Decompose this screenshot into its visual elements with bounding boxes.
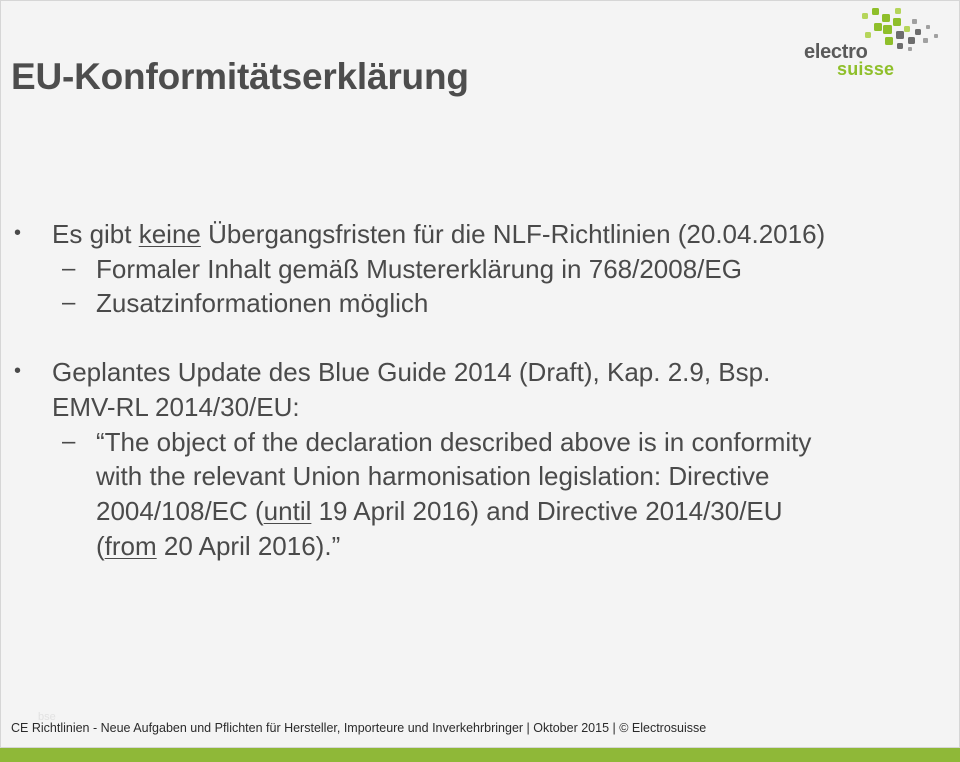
bullet-1-pre: Es gibt bbox=[52, 219, 139, 249]
slide-title: EU-Konformitätserklärung bbox=[11, 56, 469, 97]
watermark: bse bbox=[38, 711, 56, 723]
bullet-dot-icon: • bbox=[14, 360, 22, 382]
electrosuisse-logo bbox=[800, 4, 950, 78]
logo-suisse-text: suisse bbox=[837, 59, 895, 79]
quote-line-4-post: 20 April 2016).” bbox=[156, 531, 341, 561]
bullet-1-sub-1: Formaler Inhalt gemäß Mustererklärung in 768/2008/EG bbox=[96, 254, 742, 284]
logo-electro-text: electro bbox=[804, 41, 868, 63]
bottom-accent-bar bbox=[0, 748, 960, 762]
quote-line-3-underlined: until bbox=[263, 496, 312, 526]
quote-line-3-pre: 2004/108/EC ( bbox=[96, 496, 264, 526]
dash-icon: – bbox=[62, 289, 76, 316]
quote-line-4 bbox=[96, 533, 340, 559]
dash-icon: – bbox=[62, 428, 76, 455]
bullet-2-line-2: EMV-RL 2014/30/EU: bbox=[52, 392, 300, 422]
quote-line-4-underlined: from bbox=[104, 531, 157, 561]
quote-line-3 bbox=[96, 498, 783, 524]
bullet-1-text bbox=[52, 221, 825, 247]
quote-line-1: “The object of the declaration described above is in conformity bbox=[96, 427, 812, 457]
logo-wordmark bbox=[804, 42, 894, 78]
bullet-2-line-1: Geplantes Update des Blue Guide 2014 (Draft), Kap. 2.9, Bsp. bbox=[52, 357, 771, 387]
quote-line-4-pre: ( bbox=[96, 531, 105, 561]
bullet-1-sub-2: Zusatzinformationen möglich bbox=[96, 288, 429, 318]
bullet-1-underlined: keine bbox=[138, 219, 201, 249]
quote-line-2: with the relevant Union harmonisation legislation: Directive bbox=[96, 461, 770, 491]
footer-text: CE Richtlinien - Neue Aufgaben und Pflichten für Hersteller, Importeure und Inverkehrbringer | Oktober 2015 | © Electrosuisse bbox=[11, 721, 707, 735]
bullet-dot-icon: • bbox=[14, 222, 22, 244]
bullet-1-post: Übergangsfristen für die NLF-Richtlinien (20.04.2016) bbox=[200, 219, 826, 249]
dash-icon: – bbox=[62, 255, 76, 282]
quote-line-3-post: 19 April 2016) and Directive 2014/30/EU bbox=[311, 496, 783, 526]
